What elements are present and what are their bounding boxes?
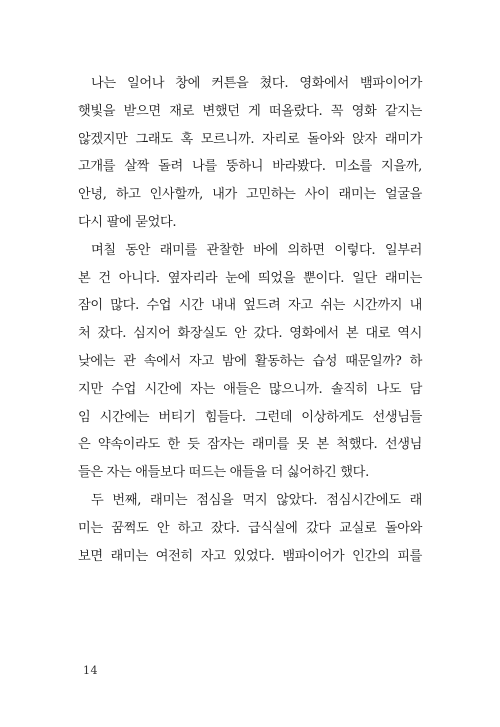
text-line: 잠이 많다. 수업 시간 내내 엎드려 자고 쉬는 시간까지 내 — [78, 298, 422, 314]
text-line: 들은 자는 애들보다 떠드는 애들을 더 싫어하긴 했다. — [78, 465, 369, 481]
text-line: 임 시간에는 버티기 힘들다. 그런데 이상하게도 선생님들 — [78, 409, 422, 425]
page-body — [78, 70, 422, 570]
text-line: 않겠지만 그래도 혹 모르니까. 자리로 돌아와 앉자 래미가 — [78, 131, 422, 147]
text-line: 보면 래미는 여전히 자고 있었다. 뱀파이어가 인간의 피를 — [78, 548, 422, 564]
text-line: 본 건 아니다. 옆자리라 눈에 띄었을 뿐이다. 일단 래미는 — [78, 270, 422, 286]
paragraph-2 — [78, 237, 422, 487]
paragraph-1 — [78, 70, 422, 237]
text-line: 낮에는 관 속에서 자고 밤에 활동하는 습성 때문일까? 하 — [78, 353, 422, 369]
text-line: 며칠 동안 래미를 관찰한 바에 의하면 이렇다. 일부러 — [91, 242, 422, 258]
text-line: 고개를 살짝 돌려 나를 뚱하니 바라봤다. 미소를 지을까, — [78, 159, 422, 175]
text-line: 미는 꿈쩍도 안 하고 잤다. 급식실에 갔다 교실로 돌아와 — [78, 520, 422, 536]
text-line: 두 번째, 래미는 점심을 먹지 않았다. 점심시간에도 래 — [91, 492, 422, 508]
text-line: 나는 일어나 창에 커튼을 쳤다. 영화에서 뱀파이어가 — [91, 76, 422, 91]
text-line: 처 잤다. 심지어 화장실도 안 갔다. 영화에서 본 대로 역시 — [78, 326, 422, 342]
page-number: 14 — [83, 664, 98, 677]
text-line: 햇빛을 받으면 재로 변했던 게 떠올랐다. 꼭 영화 같지는 — [78, 103, 422, 119]
paragraph-3 — [78, 487, 422, 570]
text-line: 지만 수업 시간에 자는 애들은 많으니까. 솔직히 나도 담 — [78, 381, 422, 397]
text-line: 다시 팔에 묻었다. — [78, 214, 177, 230]
text-line: 안녕, 하고 인사할까, 내가 고민하는 사이 래미는 얼굴을 — [78, 187, 422, 203]
text-line: 은 약속이라도 한 듯 잠자는 래미를 못 본 척했다. 선생님 — [78, 437, 422, 453]
